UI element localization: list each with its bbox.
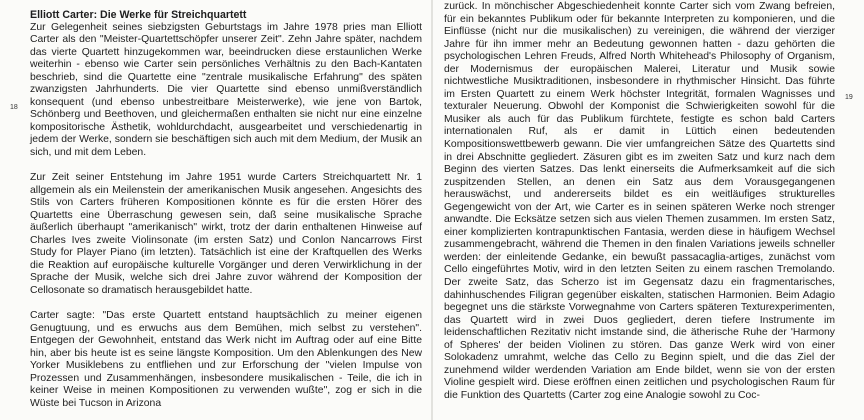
left-paragraph-2: Zur Zeit seiner Entstehung im Jahre 1951 wurde Carters Streichquartett Nr. 1 allgemein als ein Meilenstein der amerikanischen Musik angesehen. Angesichts des Stils von Carters früheren Kompositionen könnte es für die ersten Hörer des Quartetts eine Überraschung gewesen sein, daß seine musikalische Sprache äußerlich überhaupt "amerikanisch" wirkt, trotz der darin enthaltenen Hinweise auf Charles Ives zweite Violinsonate (im ersten Satz) und Conlon Nancarrows First Study for Player Piano (im letzten). Tatsächlich ist eine der Kraftquellen des Werks die Reaktion auf europäische kulturelle Vorgänger und deren Verwirklichung in der Sprache der Musik, welche sich drei Jahre zuvor während der Komposition der Cellosonate so dramatisch herausgebildet hatte. <box>30 172 422 296</box>
left-page-column <box>30 9 422 410</box>
right-paragraph-1: zurück. In mönchischer Abgeschiedenheit konnte Carter sich vom Zwang befreien, für ein bekanntes Publikum oder für bekannte Interpreten zu komponieren, und die Einflüsse (nicht nur die musikalischen) zu vereinigen, die während der vierziger Jahre für ihn immer mehr an Bedeutung gewonnen hatten - dazu gehörten die psychologischen Lehren Freuds, Alfred North Whitehead's Philosophy of Organism, der Modernismus der europäischen Malerei, Literatur und Musik sowie nichtwestliche Musiktraditionen, insbesondere in rhythmischer Hinsicht. Das führte im Ersten Quartett zu einem Werk höchster Integrität, formalen Wagnisses und texturaler Neuerung. Obwohl der Komponist die Schwierigkeiten sowohl für die Musiker als auch für das Publikum fürchtete, festigte es schon bald Carters internationalen Ruf, als er damit in Lüttich einen bedeutenden Kompositionswettbewerb gewann. Die vier umfangreichen Sätze des Quartetts sind in drei Abschnitte gegliedert. Zäsuren gibt es im zweiten Satz und kurz nach dem Beginn des vierten Satzes. Das lenkt einerseits die Aufmerksamkeit auf die sich zuspitzenden Stellen, an denen ein Satz aus dem Vorausgegangenen herauswächst, und andererseits bildet es ein weitläufiges strukturelles Gegengewicht von der Art, wie Carter es in seinen späteren Werke noch strenger anwandte. Die Ecksätze setzen sich aus vielen Themen zusammen. Im ersten Satz, einer komplizierten kontrapunktischen Fantasia, werden diese in häufigem Wechsel zusammengebracht, während die Themen in den finalen Variations jeweils schneller werden: der einleitende Gedanke, ein bewußt passacaglia-artiges, zunächst vom Cello eingeführtes Motiv, wird in den letzten Seiten zu einem raschen Tremolando. Der zweite Satz, das Scherzo ist im Gegensatz dazu ein fragmentarisches, dahinhuschendes Filigran gegenüber eiskalten, statischen Harmonien. Beim Adagio begegnet uns die stärkste Vorwegnahme von Carters späteren Texturexperimenten, das Quartett wird in zwei Duos gegliedert, deren tiefere Instrumente im leidenschaftlichen Rezitativ nicht imstande sind, die ätherische Ruhe der 'Harmony of Spheres' der beiden Violinen zu stören. Das ganze Werk wird von einer Solokadenz umrahmt, welche das Cello zu Beginn spielt, und die das Ziel der zunehmend wilder werdenden Variation am Ende bildet, wenn sie von der ersten Violine gespielt wird. Diese eröffnen einen zeitlichen und psychologischen Raum für die Funktion des Quartetts (Carter zog eine Analogie sowohl zu Coc- <box>444 1 835 401</box>
right-page-column <box>444 1 835 403</box>
article-heading: Elliott Carter: Die Werke für Streichquartett <box>30 9 247 21</box>
page-number-right: 19 <box>845 94 853 101</box>
page-gutter <box>431 0 433 420</box>
page-number-left: 18 <box>10 104 18 111</box>
left-paragraph-3: Carter sagte: "Das erste Quartett entstand hauptsächlich zu meiner eigenen Genugtuung, und es erwuchs aus dem Bemühen, mich selbst zu verstehen". Entgegen der Gewohnheit, entstand das Werk nicht im Auftrag oder auf eine Bitte hin, aber bis heute ist es seine längste Komposition. Um den Ablenkungen des New Yorker Musiklebens zu entfliehen und zur Erforschung der "vielen Impulse von Prozessen und Zusammenhängen, insbesondere musikalischen - Teile, die ich in keiner Weise in meinen Kompositionen zu verwenden wußte", zog er sich in die Wüste bei Tucson in Arizona <box>30 310 422 409</box>
left-paragraph-1: Zur Gelegenheit seines siebzigsten Geburtstags im Jahre 1978 pries man Elliott Carter als den "Meister-Quartettschöpfer unserer Zeit". Zehn Jahre später, nachdem das vierte Quartett hinzugekommen war, beeindrucken diese erstaunlichen Werke weiterhin - ebenso wie Carter sein persönliches Verhältnis zu den Bach-Kantaten beschrieb, sind die Quartette eine "zentrale musikalische Erfahrung" des späten zwanzigsten Jahrhunderts. Die vier Quartette sind ebenso unmißverständlich konsequent (und ebenso unbestreitbare Meisterwerke), wie jene von Bartok, Schönberg und Beethoven, und gleichermaßen enthalten sie nicht nur eine einzelne kompositorische Ästhetik, wohldurchdacht, ausgearbeitet und verschiedenartig in jedem der Werke, sondern sie beschäftigen sich auch mit dem Medium, der Musik an sich, und mit dem Leben. <box>30 21 422 159</box>
